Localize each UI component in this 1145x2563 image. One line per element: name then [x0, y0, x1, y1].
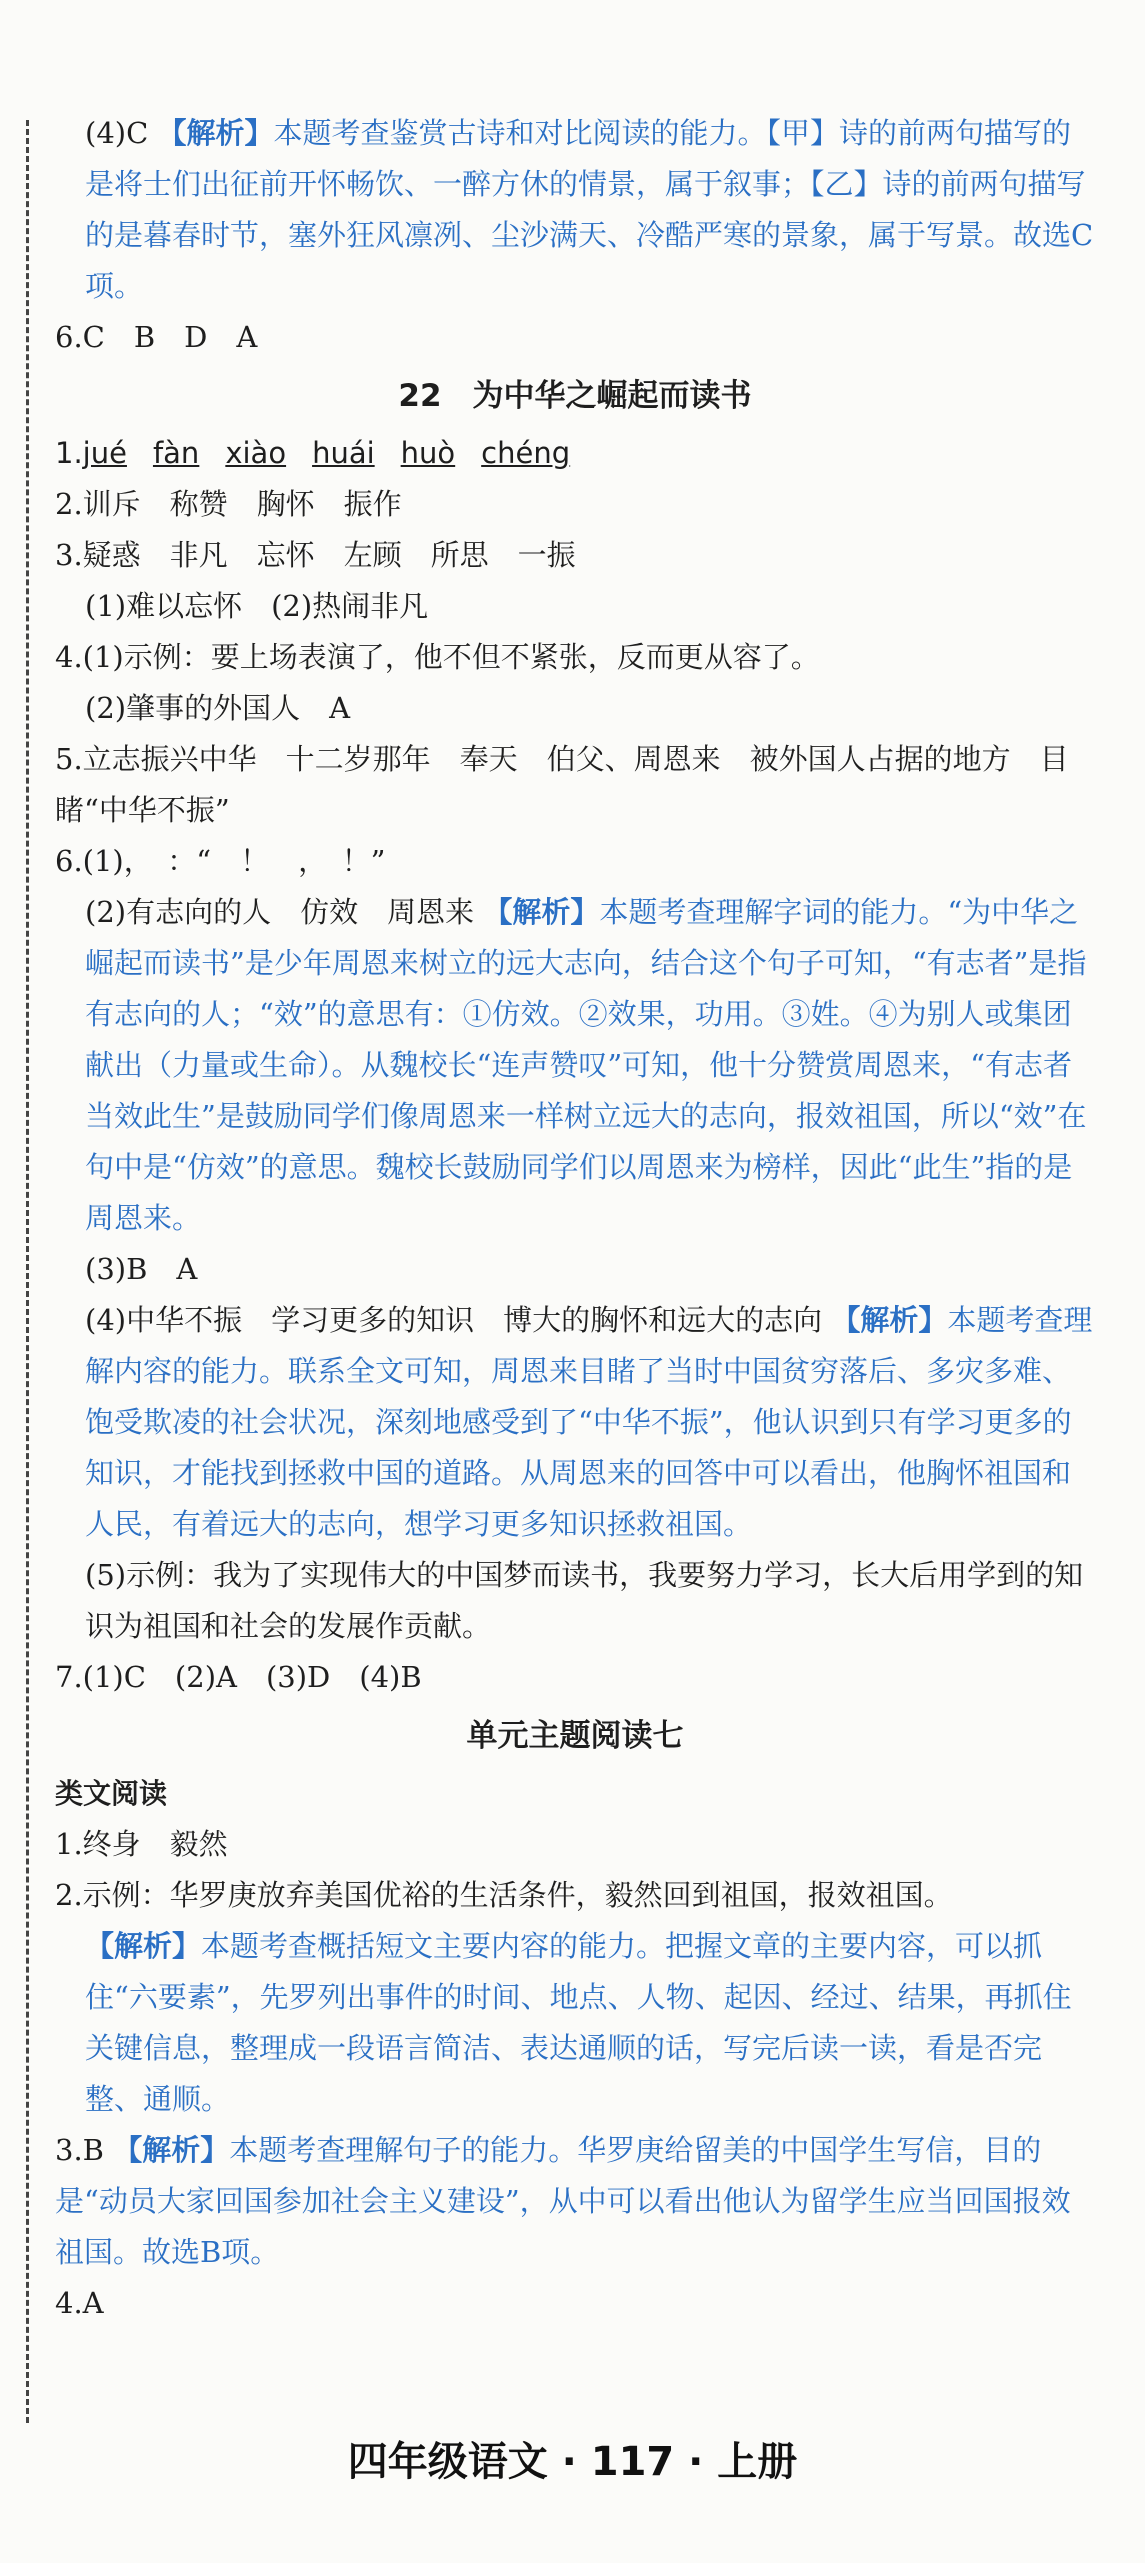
answer-l22-5: 5.立志振兴中华 十二岁那年 奉天 伯父、周恩来 被外国人占据的地方 目睹“中华不振”	[55, 742, 1069, 827]
answer-l22-4-2: (2)肇事的外国人 A	[85, 691, 351, 725]
answer-label: (4)C	[85, 116, 149, 150]
answer-l22-3-sub: (1)难以忘怀 (2)热闹非凡	[85, 589, 429, 623]
answer-l22-3: 3.疑惑 非凡 忘怀 左顾 所思 一振	[55, 538, 576, 572]
analysis-tag: 【解析】	[157, 116, 274, 150]
pinyin-item: huái	[312, 436, 375, 470]
analysis-text: 本题考查理解内容的能力。联系全文可知，周恩来目睹了当时中国贫穷落后、多灾多难、饱受欺凌的社会状况，深刻地感受到了“中华不振”，他认识到只有学习更多的知识，才能找到拯救中国的道路。从周恩来的回答中可以看出，他胸怀祖国和人民，有着远大的志向，想学习更多知识拯救祖国。	[85, 1303, 1093, 1541]
answer-l22-4-1: 4.(1)示例：要上场表演了，他不但不紧张，反而更从容了。	[55, 640, 820, 674]
analysis-tag: 【解析】	[113, 2133, 230, 2167]
analysis-text: 本题考查理解字词的能力。“为中华之崛起而读书”是少年周恩来树立的远大志向，结合这个句子可知，“有志者”是指有志向的人；“效”的意思有：①仿效。②效果，功用。③姓。④为别人或集团献出（力量或生命）。从魏校长“连声赞叹”可知，他十分赞赏周恩来，“有志者当效此生”是鼓励同学们像周恩来一样树立远大的志向，报效祖国，所以“效”在句中是“仿效”的意思。魏校长鼓励同学们以周恩来为榜样，因此“此生”指的是周恩来。	[85, 895, 1087, 1235]
pinyin-item: xiào	[225, 436, 287, 470]
pinyin-item: jué	[82, 436, 127, 470]
unit-title: 单元主题阅读七	[466, 1718, 684, 1754]
answer-l22-7: 7.(1)C (2)A (3)D (4)B	[55, 1660, 422, 1694]
answer-u7-4: 4.A	[55, 2286, 104, 2320]
analysis-tag: 【解析】	[483, 895, 600, 929]
answer-l22-1	[55, 428, 1095, 479]
answer-u7-2: 2.示例：华罗庚放弃美国优裕的生活条件，毅然回到祖国，报效祖国。	[55, 1878, 953, 1912]
answer-label: (4)中华不振 学习更多的知识 博大的胸怀和远大的志向	[85, 1303, 823, 1337]
pinyin-item: huò	[400, 436, 456, 470]
pinyin-item: chéng	[481, 436, 571, 470]
answer-l22-6-1: 6.(1)， ：“ ！ ， ！”	[55, 844, 386, 878]
answer-u7-3	[55, 2125, 1095, 2278]
analysis-tag: 【解析】	[85, 1929, 202, 1963]
analysis-text: 本题考查概括短文主要内容的能力。把握文章的主要内容，可以抓住“六要素”，先罗列出事件的时间、地点、人物、起因、经过、结果，再抓住关键信息，整理成一段语言简洁、表达通顺的话，写完后读一读，看是否完整、通顺。	[85, 1929, 1072, 2116]
answer-label: 1.	[55, 436, 83, 470]
answer-5-4	[55, 108, 1095, 312]
page-footer: 四年级语文 · 117 · 上册	[347, 2439, 798, 2485]
answer-l22-2: 2.训斥 称赞 胸怀 振作	[55, 487, 402, 521]
answer-u7-1: 1.终身 毅然	[55, 1827, 228, 1861]
answer-6: 6.C B D A	[55, 320, 258, 354]
answer-content	[55, 108, 1095, 2329]
answer-l22-6-2	[55, 887, 1095, 1244]
answer-label: (2)有志向的人 仿效 周恩来	[85, 895, 475, 929]
answer-l22-6-5: (5)示例：我为了实现伟大的中国梦而读书，我要努力学习，长大后用学到的知识为祖国和社会的发展作贡献。	[85, 1558, 1084, 1643]
answer-u7-2-analysis	[55, 1921, 1095, 2125]
analysis-tag: 【解析】	[831, 1303, 948, 1337]
pinyin-item: fàn	[152, 436, 200, 470]
analysis-text: 本题考查理解句子的能力。华罗庚给留美的中国学生写信，目的是“动员大家回国参加社会主义建设”，从中可以看出他认为留学生应当回国报效祖国。故选B项。	[55, 2133, 1071, 2269]
lesson-title: 22 为中华之崛起而读书	[398, 378, 752, 414]
margin-dashed-line	[26, 120, 29, 2423]
answer-label: 3.B	[55, 2133, 104, 2167]
analysis-text: 本题考查鉴赏古诗和对比阅读的能力。【甲】诗的前两句描写的是将士们出征前开怀畅饮、一醉方休的情景，属于叙事；【乙】诗的前两句描写的是暮春时节，塞外狂风凛冽、尘沙满天、冷酷严寒的景象，属于写景。故选C项。	[85, 116, 1094, 303]
section-subtitle: 类文阅读	[55, 1777, 168, 1810]
answer-l22-6-4	[55, 1295, 1095, 1550]
answer-l22-6-3: (3)B A	[85, 1252, 198, 1286]
